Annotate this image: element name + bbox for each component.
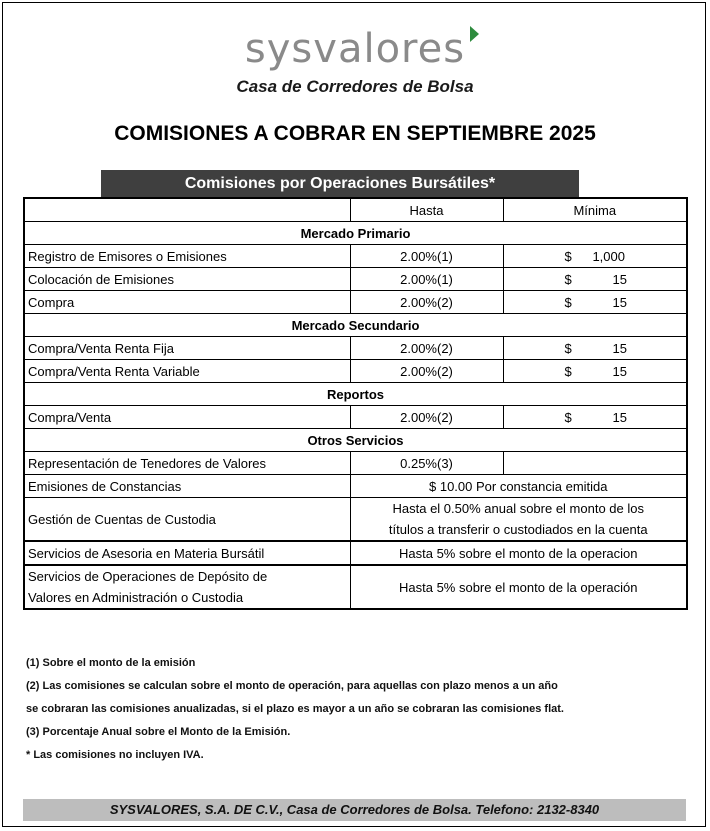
min-value: 1,000: [592, 248, 625, 264]
table-row: [24, 406, 687, 429]
company-subtitle: Casa de Corredores de Bolsa: [236, 77, 474, 96]
row-label: Servicios de Asesoria en Materia Bursátil: [24, 541, 350, 565]
page-title: COMISIONES A COBRAR EN SEPTIEMBRE 2025: [114, 122, 596, 145]
row-hasta: 2.00%(2): [350, 337, 503, 360]
row-hasta: 2.00%(1): [350, 245, 503, 268]
row-label: Registro de Emisores o Emisiones: [24, 245, 350, 268]
row-label: Compra/Venta Renta Fija: [24, 337, 350, 360]
value-line: Hasta el 0.50% anual sobre el monto de los: [392, 501, 644, 516]
min-value: 15: [612, 271, 627, 287]
table-row: [24, 541, 687, 565]
row-minima: [503, 406, 687, 429]
row-minima: [503, 291, 687, 314]
section-row: [24, 314, 687, 337]
header-hasta: Hasta: [350, 198, 503, 222]
logo-arrow-icon: [470, 26, 479, 42]
min-value: 15: [612, 363, 627, 379]
table-row: [24, 245, 687, 268]
value-line: títulos a transferir o custodiados en la cuenta: [388, 522, 648, 537]
row-minima: [503, 452, 687, 475]
row-hasta: 2.00%(2): [350, 291, 503, 314]
table-row: [24, 268, 687, 291]
min-value: 15: [612, 409, 627, 425]
currency-symbol: $: [564, 248, 572, 264]
label-line: Servicios de Operaciones de Depósito de: [28, 569, 268, 584]
header-empty: [24, 198, 350, 222]
row-minima: [503, 268, 687, 291]
currency-symbol: $: [564, 294, 572, 310]
table-row: [24, 565, 687, 609]
row-label: Representación de Tenedores de Valores: [24, 452, 350, 475]
table-row: [24, 360, 687, 383]
min-value: 15: [612, 294, 627, 310]
footnote: (2) Las comisiones se calculan sobre el monto de operación, para aquellas con plazo menos a un año: [26, 680, 558, 692]
logo-text: sysvalores: [244, 26, 466, 72]
section-row: [24, 222, 687, 245]
section-primario: Mercado Primario: [24, 222, 687, 245]
footnotes: [26, 654, 564, 769]
row-minima: [503, 337, 687, 360]
footnote: * Las comisiones no incluyen IVA.: [26, 749, 204, 761]
section-secundario: Mercado Secundario: [24, 314, 687, 337]
footnote: (1) Sobre el monto de la emisión: [26, 657, 196, 669]
section-reportos: Reportos: [24, 383, 687, 406]
row-value: Hasta 5% sobre el monto de la operación: [350, 565, 687, 609]
row-hasta: 2.00%(2): [350, 360, 503, 383]
table-row: [24, 452, 687, 475]
row-label: Compra/Venta: [24, 406, 350, 429]
footer-bar: SYSVALORES, S.A. DE C.V., Casa de Corredores de Bolsa. Telefono: 2132-8340: [23, 799, 686, 821]
row-value: $ 10.00 Por constancia emitida: [350, 475, 687, 498]
row-minima: [503, 360, 687, 383]
min-value: 15: [612, 340, 627, 356]
row-hasta: 2.00%(1): [350, 268, 503, 291]
section-otros: Otros Servicios: [24, 429, 687, 452]
table-row: [24, 337, 687, 360]
table-row: [24, 291, 687, 314]
table-row: [24, 498, 687, 542]
header-minima: Mínima: [503, 198, 687, 222]
currency-symbol: $: [564, 363, 572, 379]
currency-symbol: $: [564, 271, 572, 287]
row-label: Compra/Venta Renta Variable: [24, 360, 350, 383]
row-label: [24, 565, 350, 609]
table-banner: Comisiones por Operaciones Bursátiles*: [101, 170, 579, 197]
currency-symbol: $: [564, 340, 572, 356]
commissions-table: [23, 197, 688, 610]
row-label: Compra: [24, 291, 350, 314]
row-hasta: 0.25%(3): [350, 452, 503, 475]
row-hasta: 2.00%(2): [350, 406, 503, 429]
row-label: Gestión de Cuentas de Custodia: [24, 498, 350, 542]
footnote: se cobraran las comisiones anualizadas, si el plazo es mayor a un año se cobraran las comisiones flat.: [26, 703, 564, 715]
section-row: [24, 429, 687, 452]
footnote: (3) Porcentaje Anual sobre el Monto de la Emisión.: [26, 726, 291, 738]
table-row: [24, 475, 687, 498]
header-row: [24, 198, 687, 222]
logo: [0, 24, 710, 74]
currency-symbol: $: [564, 409, 572, 425]
row-label: Colocación de Emisiones: [24, 268, 350, 291]
row-minima: [503, 245, 687, 268]
section-row: [24, 383, 687, 406]
row-value: [350, 498, 687, 542]
row-value: Hasta 5% sobre el monto de la operacion: [350, 541, 687, 565]
label-line: Valores en Administración o Custodia: [28, 590, 244, 605]
row-label: Emisiones de Constancias: [24, 475, 350, 498]
